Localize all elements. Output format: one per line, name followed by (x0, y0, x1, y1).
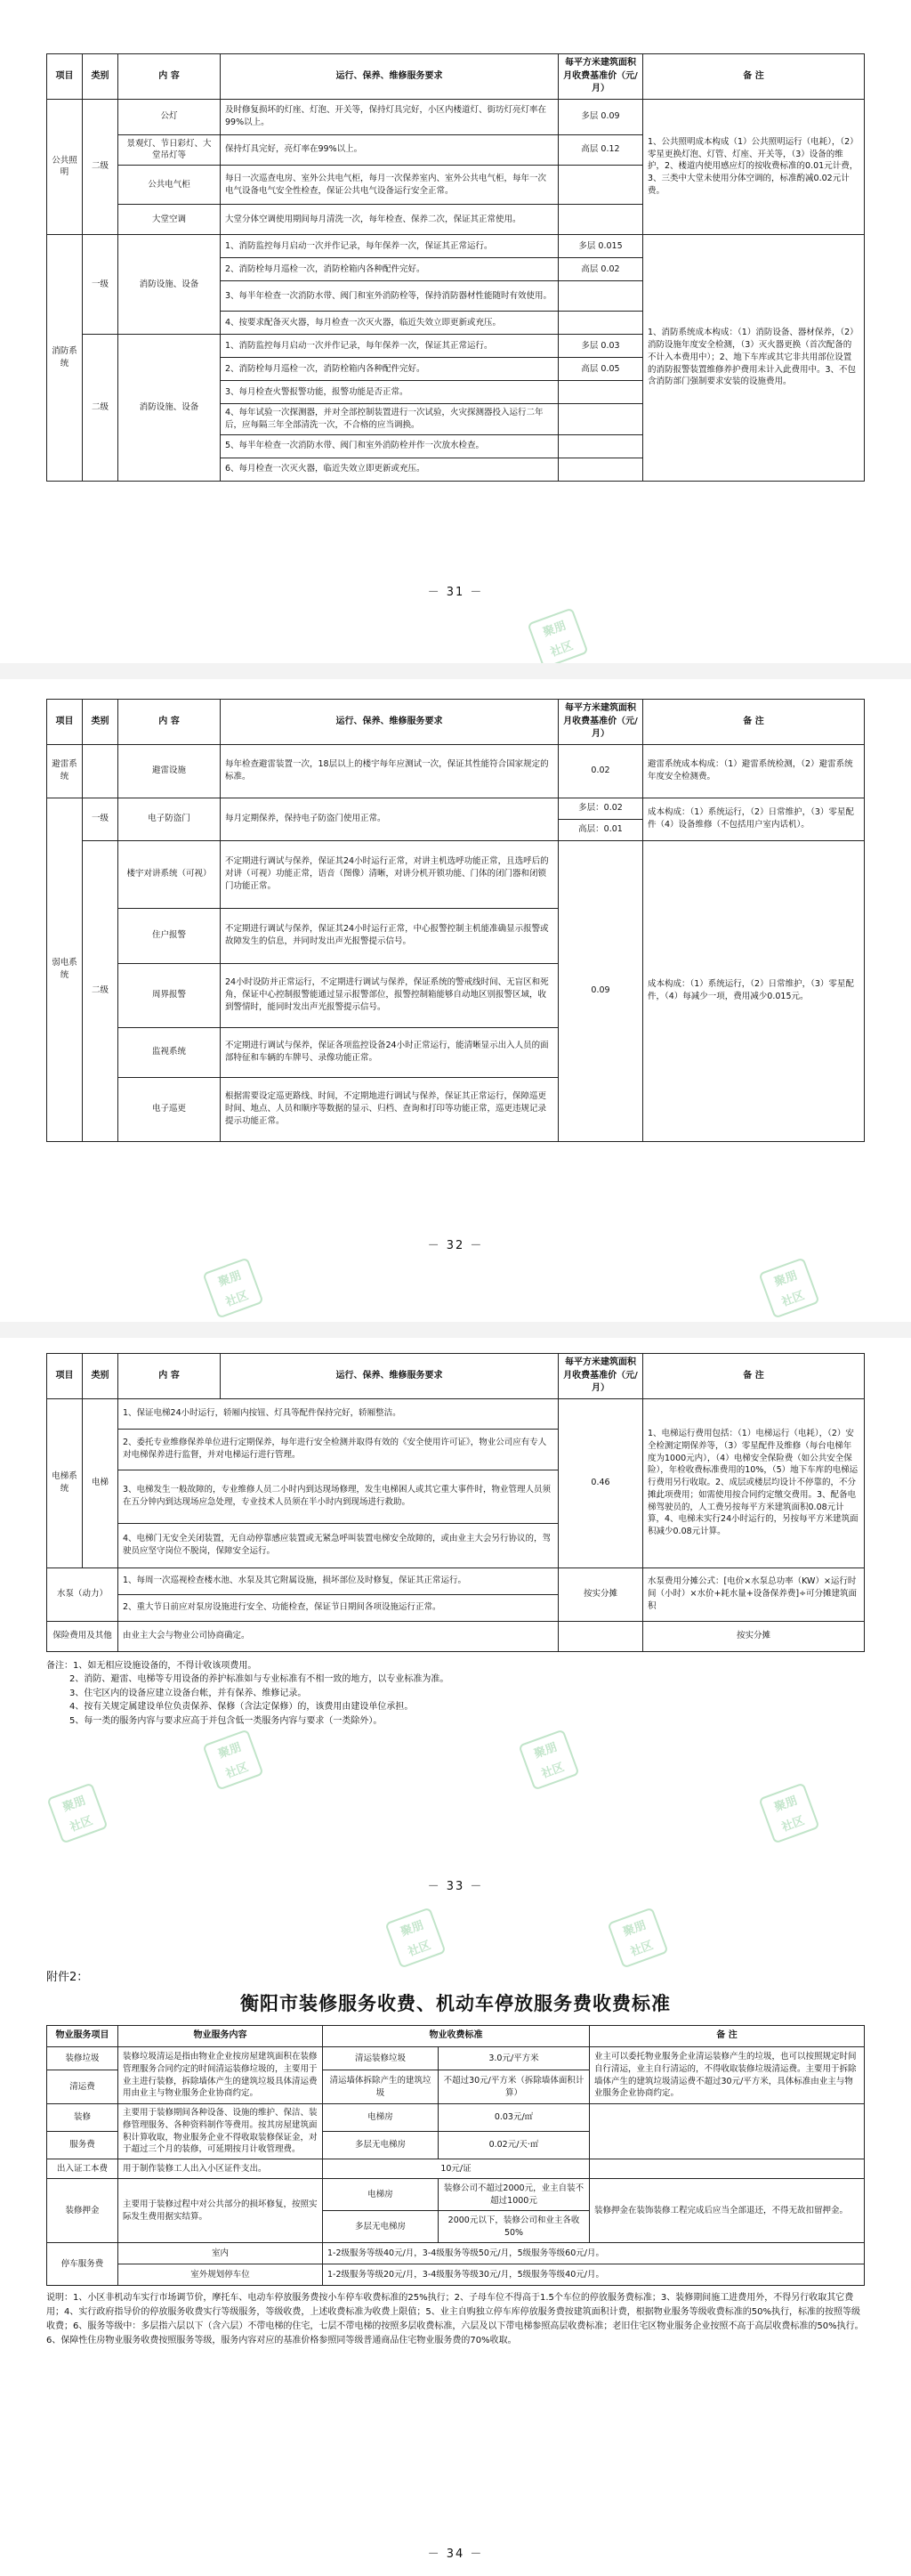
fee-label: 电梯房 (323, 2179, 439, 2211)
requirement-cell: 5、每半年检查一次消防水带、阀门和室外消防栓并作一次放水检查。 (221, 434, 559, 458)
content-cell: 室外规划停车位 (118, 2264, 323, 2286)
content-cell: 楼宇对讲系统（可视） (118, 840, 221, 908)
header-content: 内 容 (118, 700, 221, 745)
item-decoration: 装修 (47, 2104, 118, 2132)
header-item: 项目 (47, 54, 83, 100)
note-line: 2、消防、避雷、电梯等专用设备的养护标准如与专业标准有不相一致的地方，以专业标准为准。 (69, 1674, 449, 1684)
fee-cell: 按实分摊 (559, 1567, 643, 1621)
fee-cell (559, 458, 643, 481)
requirement-cell: 2、委托专业维修保养单位进行定期保养，每年进行安全检测并取得有效的《安全使用许可证》，物业公司应有专人对电梯保养进行监督，并对电梯运行进行管理。 (118, 1429, 559, 1470)
document-title: 衡阳市装修服务收费、机动车停放服务费收费标准 (240, 1993, 671, 2014)
fee-value: 0.03元/㎡ (439, 2104, 590, 2132)
requirement-cell: 大堂分体空调使用期间每月清洗一次，每年检查、保养二次，保证其正常使用。 (221, 205, 559, 235)
header-fee: 每平方米建筑面积月收费基准价（元/月） (559, 54, 643, 100)
remark-cell: 业主可以委托物业服务企业清运装修产生的垃圾，也可以按照规定时间自行清运，业主自行清运的，不得收取装修垃圾清运费。主要用于拆除墙体产生的建筑垃圾清运费不超过30元/平方米，具体标准由业主与物业服务企业协商约定。 (590, 2047, 865, 2104)
fee-cell: 多层 0.015 (559, 235, 643, 258)
requirement-cell: 2、消防栓每月巡检一次，消防栓箱内各种配件完好。 (221, 358, 559, 381)
header-service-content: 物业服务内容 (118, 2026, 323, 2047)
fee-cell: 高层 0.05 (559, 358, 643, 381)
footnote (46, 2291, 865, 2348)
section-water-pump: 水泵（动力） (47, 1567, 118, 1621)
fee-value: 装修公司不超过2000元，业主自装不超过1000元 (439, 2179, 590, 2211)
fee-cell: 多层 0.03 (559, 335, 643, 358)
requirement-cell: 及时修复损坏的灯座、灯泡、开关等，保持灯具完好，小区内楼道灯、街坊灯亮灯率在99%以上。 (221, 99, 559, 134)
section-insurance: 保险费用及其他 (47, 1621, 118, 1651)
requirement-cell: 每日一次巡查电房、室外公共电气柜，每月一次保养室内、室外公共电气柜，每年一次电气设备电气安全性检查，保证公共电气设备运行安全正常。 (221, 166, 559, 205)
fee-label: 多层无电梯房 (323, 2132, 439, 2159)
class-label: 一级 (83, 235, 118, 335)
content-cell: 室内 (118, 2243, 323, 2264)
header-remark: 备 注 (643, 54, 865, 100)
fee-cell (559, 166, 643, 205)
fee-cell (559, 434, 643, 458)
requirement-cell: 6、每月检查一次灭火器，临近失效立即更新或充压。 (221, 458, 559, 481)
content-cell: 避雷设施 (118, 744, 221, 798)
fee-cell: 0.09 (559, 840, 643, 1141)
fee-value: 2000元以下，装修公司和业主各收50% (439, 2211, 590, 2243)
page-separator (0, 663, 911, 679)
item-garbage: 装修垃圾 (47, 2047, 118, 2070)
note-line: 5、每一类的服务内容与要求应高于并包含低一类服务内容与要求（一类除外）。 (69, 1715, 383, 1726)
watermark-stamp: 聚朋 社区 (202, 1257, 263, 1318)
content-cell: 主要用于装修期间各种设备、设施的维护、保洁、装修管理服务、各种资料制作等费用。按其房屋建筑面积计算收取，物业服务企业不得收取装修保证金，对于超过三个月的装修，可延期按月计收管理费。 (118, 2104, 323, 2159)
item-parking: 停车服务费 (47, 2243, 118, 2286)
header-content: 内 容 (118, 1354, 221, 1399)
page-number-34: － 34 － (427, 2548, 484, 2561)
requirement-cell: 不定期进行调试与保养，保证其24小时运行正常，中心报警控制主机能准确显示报警或故障发生的信息，并同时发出声光报警提示信号。 (221, 908, 559, 963)
watermark-stamp: 聚朋 社区 (384, 1907, 446, 1968)
content-cell: 周界报警 (118, 963, 221, 1027)
header-service-item: 物业服务项目 (47, 2026, 118, 2047)
fee-value: 10元/证 (323, 2159, 590, 2179)
content-cell: 电子巡更 (118, 1077, 221, 1141)
content-cell: 住户报警 (118, 908, 221, 963)
maintenance-table-page-31 (46, 53, 865, 482)
requirement-cell: 24小时设防并正常运行，不定期进行调试与保养，保证系统的警戒线时间、无盲区和死角，保证中心控制报警能通过显示报警部位，报警控制箱能够自动地区别报警区域，收到警情时，能同时发出声光报警提示信号。 (221, 963, 559, 1027)
remark-cell: 1、电梯运行费用包括：（1）电梯运行（电耗），（2）安全检测定期保养等，（3）零星配件及维修（每台电梯年度为1000元内），（4）电梯安全保险费（如公共安全保险），年检收费标准费用的10%，（5）地下车库的电梯运行费用另行收取。2、成层或楼层均设计不停靠的，不分摊此项费用；如需使用按合同约定缴交费用。3、配备电梯驾驶员的，人工费另按每平方米建筑面积0.08元计算，4、电梯未实行24小时运行的，另按每平方米建筑面积减少0.08元计算。 (643, 1398, 865, 1567)
requirement-cell: 由业主大会与物业公司协商确定。 (118, 1621, 559, 1651)
watermark-stamp: 聚朋 社区 (607, 1907, 668, 1968)
header-category: 类别 (83, 700, 118, 745)
fee-cell: 高层：0.01 (559, 819, 643, 840)
fee-cell (559, 281, 643, 312)
page-number-32: － 32 － (427, 1239, 484, 1252)
fee-value: 1-2级服务等级40元/月，3-4级服务等级50元/月，5级服务等级60元/月。 (323, 2243, 865, 2264)
header-fee-standard: 物业收费标准 (323, 2026, 590, 2047)
content-cell: 电子防盗门 (118, 798, 221, 840)
content-cell: 消防设施、设备 (118, 335, 221, 482)
content-cell: 用于制作装修工人出入小区证件支出。 (118, 2159, 323, 2179)
content-cell: 公灯 (118, 99, 221, 134)
content-cell: 大堂空调 (118, 205, 221, 235)
header-category: 类别 (83, 54, 118, 100)
requirement-cell: 不定期进行调试与保养，保证各项监控设备24小时正常运行，能清晰显示出入人员的面部特征和车辆的车牌号、录像功能正常。 (221, 1027, 559, 1077)
class-label: 二级 (83, 99, 118, 235)
fee-cell: 高层 0.02 (559, 258, 643, 281)
section-lightning: 避雷系统 (47, 744, 83, 798)
requirement-cell: 3、电梯发生一般故障的，专业维修人员二小时内到达现场修理，发生电梯困人或其它重大事件时，物业管理人员须在五分钟内到达现场应急处理，专业技术人员须在半小时内到现场进行救助。 (118, 1470, 559, 1523)
fee-cell (559, 312, 643, 335)
header-requirement: 运行、保养、维修服务要求 (221, 1354, 559, 1399)
header-fee: 每平方米建筑面积月收费基准价（元/月） (559, 1354, 643, 1399)
fee-cell: 0.46 (559, 1398, 643, 1567)
fee-cell (559, 205, 643, 235)
content-cell: 公共电气柜 (118, 166, 221, 205)
maintenance-table-page-32 (46, 699, 865, 1142)
fee-label: 电梯房 (323, 2104, 439, 2132)
requirement-cell: 4、电梯门无安全关闭装置，无自动停靠感应装置或无紧急呼叫装置电梯安全故障的，或由业主大会另行协议的，驾驶员应坚守岗位不脱岗，保障安全运行。 (118, 1523, 559, 1567)
requirement-cell: 根据需要设定巡更路线、时间，不定期地进行调试与保养，保证其正常运行，保障巡更时间、地点、人员和顺序等数据的显示、归档、查询和打印等功能正常，巡更违规记录提示功能正常。 (221, 1077, 559, 1141)
fee-label: 多层无电梯房 (323, 2211, 439, 2243)
note-line: 3、住宅区内的设备应建立设备台帐，并有保养、维修记录。 (69, 1688, 307, 1698)
note-line: 4、按有关规定属建设单位负责保养、保修（含法定保修）的，该费用由建设单位承担。 (69, 1702, 414, 1712)
requirement-cell: 2、消防栓每月巡检一次，消防栓箱内各种配件完好。 (221, 258, 559, 281)
header-remark: 备 注 (643, 1354, 865, 1399)
note-line: 备注：1、如无相应设施设备的，不得计收该项费用。 (46, 1660, 257, 1671)
watermark-stamp: 聚朋 社区 (202, 1729, 263, 1790)
requirement-cell: 每月定期保养，保持电子防盗门使用正常。 (221, 798, 559, 840)
remark-cell: 避雷系统成本构成：（1）避雷系统检测，（2）避雷系统年度安全检测费。 (643, 744, 865, 798)
footnote-text: 说明：1、小区非机动车实行市场调节价，摩托车、电动车停放服务费按小车停车收费标准的25%执行；2、子母车位不得高于1.5个车位的停放服务费标准；3、装修期间施工进费用外，不得另行收取其它费用；4、实行政府指导价的停放服务收费实行等级服务，等级收费，上述收费标准为收费上限值；5、业主自购独立停车库停放服务费按建筑面积计费，根据物业服务等级收费标准的50%执行，标准的按照等级收费；6、服务等级中：多层指六层以下（含六层）不带电梯的住宅，七层不带电梯的按照多层收费标准，六层及以下带电梯参照高层收费标准；老旧住宅区物业服务企业按照不高于高层收费标准的50%执行。6、保障性住房物业服务收费按照服务等级，服务内容对应的基准价格参照同等级普通商品住宅物业服务费的70%收取。 (46, 2293, 864, 2346)
requirement-cell: 1、消防监控每月启动一次并作记录，每年保养一次，保证其正常运行。 (221, 235, 559, 258)
page-number-33: － 33 － (427, 1880, 484, 1893)
page-31-table-wrap (46, 53, 865, 482)
section-elevator: 电梯系统 (47, 1398, 83, 1567)
requirement-cell: 2、重大节日前应对泵房设施进行安全、功能检查，保证节日期间各项设施运行正常。 (118, 1594, 559, 1621)
requirement-cell: 3、每半年检查一次消防水带、阀门和室外消防栓等，保持消防器材性能随时有效使用。 (221, 281, 559, 312)
class-label: 二级 (83, 335, 118, 482)
fee-cell (559, 381, 643, 404)
class-label: 二级 (83, 840, 118, 1141)
section-public-lighting: 公共照明 (47, 99, 83, 235)
notes-block (46, 1659, 865, 1729)
fee-value: 3.0元/平方米 (439, 2047, 590, 2070)
page-number-31: － 31 － (427, 586, 484, 599)
class-label: 电梯 (83, 1398, 118, 1567)
requirement-cell: 不定期进行调试与保养，保证其24小时运行正常，对讲主机选呼功能正常，且选呼后的对讲（可视）功能正常，语音（图像）清晰，对讲分机开锁功能、门体的闭门器和闭锁门功能正常。 (221, 840, 559, 908)
header-category: 类别 (83, 1354, 118, 1399)
requirement-cell: 4、每年试验一次探测器，并对全部控制装置进行一次试验，火灾探测器投入运行二年后，应每隔三年全部清洗一次，不合格的应当调换。 (221, 404, 559, 435)
header-content: 内 容 (118, 54, 221, 100)
fee-cell: 多层：0.02 (559, 798, 643, 819)
requirement-cell: 每年检查避雷装置一次，18层以上的楼宇每年应测试一次，保证其性能符合国家规定的标准。 (221, 744, 559, 798)
fee-cell: 多层 0.09 (559, 99, 643, 134)
content-cell: 监视系统 (118, 1027, 221, 1077)
remark-cell: 按实分摊 (643, 1621, 865, 1651)
item-service-fee: 服务费 (47, 2132, 118, 2159)
remark-cell: 装修押金在装饰装修工程完成后应当全部退还，不得无故扣留押金。 (590, 2179, 865, 2243)
watermark-stamp: 聚朋 社区 (46, 1782, 108, 1843)
content-cell: 装修垃圾清运是指由物业企业按房屋建筑面积在装修管理服务合同约定的时间清运装修垃圾的，主要用于业主进行装修，拆除墙体产生的建筑垃圾具体清运费用由业主与物业服务企业协商约定。 (118, 2047, 323, 2104)
section-fire-system: 消防系统 (47, 235, 83, 482)
watermark-stamp: 聚朋 社区 (518, 1729, 579, 1790)
content-cell: 主要用于装修过程中对公共部分的损坏修复，按照实际发生费用据实结算。 (118, 2179, 323, 2243)
class-label: 一级 (83, 798, 118, 840)
requirement-cell: 4、按要求配备灭火器，每月检查一次灭火器，临近失效立即更新或充压。 (221, 312, 559, 335)
requirement-cell: 1、保证电梯24小时运行，轿厢内按钮、灯具等配件保持完好，轿厢整洁。 (118, 1398, 559, 1429)
requirement-cell: 1、消防监控每月启动一次并作记录，每年保养一次，保证其正常运行。 (221, 335, 559, 358)
header-fee: 每平方米建筑面积月收费基准价（元/月） (559, 700, 643, 745)
requirement-cell: 3、每月检查火警报警功能，报警功能是否正常。 (221, 381, 559, 404)
requirement-cell: 1、每周一次巡视检查楼水池、水泵及其它附属设施，损坏部位及时修复，保证其正常运行。 (118, 1567, 559, 1594)
remark-cell: 1、消防系统成本构成：（1）消防设备、器材保养，（2）消防设施年度安全检测，（3）灭火器更换（首次配备的不计入本费用中）；2、地下车库或其它非共用部位设置的消防报警装置维修养护费用未计入此费用中。3、不包含消防部门强制要求安装的设施费用。 (643, 235, 865, 482)
header-requirement: 运行、保养、维修服务要求 (221, 700, 559, 745)
header-remark: 备 注 (590, 2026, 865, 2047)
header-item: 项目 (47, 1354, 83, 1399)
page-33-table-wrap (46, 1353, 865, 1728)
fee-label: 清运装修垃圾 (323, 2047, 439, 2070)
fee-cell: 0.02 (559, 744, 643, 798)
watermark-stamp: 聚朋 社区 (527, 607, 588, 668)
item-clean-fee: 清运费 (47, 2070, 118, 2104)
page-34-wrap (46, 1967, 865, 2348)
remark-cell: 1、公共照明成本构成（1）公共照明运行（电耗），（2）零星更换灯泡、灯管、灯座、开关等，（3）设备的维护，2、楼道内使用感应灯的按收费标准的0.01元计费，3、三类中大堂未使用分体空调的，标准酌减0.02元计费。 (643, 99, 865, 235)
content-cell: 景观灯、节日彩灯、大堂吊灯等 (118, 134, 221, 166)
item-deposit: 装修押金 (47, 2179, 118, 2243)
remark-cell: 成本构成：（1）系统运行，（2）日常维护，（3）零星配件，（4）每减少一项，费用减少0.015元。 (643, 840, 865, 1141)
section-weak-current: 弱电系统 (47, 798, 83, 1141)
requirement-cell: 保持灯具完好，亮灯率在99%以上。 (221, 134, 559, 166)
remark-cell: 水泵费用分摊公式：[电价×水泵总功率（KW）×运行时间（小时）×水价+耗水量+设备保养费]÷可分摊建筑面积 (643, 1567, 865, 1621)
header-requirement: 运行、保养、维修服务要求 (221, 54, 559, 100)
fee-cell (559, 404, 643, 435)
content-cell: 消防设施、设备 (118, 235, 221, 335)
header-item: 项目 (47, 700, 83, 745)
fee-value: 1-2级服务等级20元/月，3-4级服务等级30元/月，5级服务等级40元/月。 (323, 2264, 865, 2286)
fee-value: 0.02元/天·㎡ (439, 2132, 590, 2159)
decoration-fee-table (46, 2025, 865, 2286)
page-32-table-wrap (46, 699, 865, 1142)
item-card-fee: 出入证工本费 (47, 2159, 118, 2179)
watermark-stamp: 聚朋 社区 (758, 1257, 819, 1318)
header-remark: 备 注 (643, 700, 865, 745)
annex-label: 附件2： (46, 1971, 89, 1984)
page-separator (0, 1322, 911, 1338)
fee-label: 清运墙体拆除产生的建筑垃圾 (323, 2070, 439, 2104)
fee-value: 不超过30元/平方米（拆除墙体面积计算） (439, 2070, 590, 2104)
watermark-stamp: 聚朋 社区 (758, 1782, 819, 1843)
fee-cell: 高层 0.12 (559, 134, 643, 166)
maintenance-table-page-33 (46, 1353, 865, 1652)
remark-cell: 成本构成：（1）系统运行，（2）日常维护，（3）零星配件（4）设备维修（不包括用户室内话机）。 (643, 798, 865, 840)
